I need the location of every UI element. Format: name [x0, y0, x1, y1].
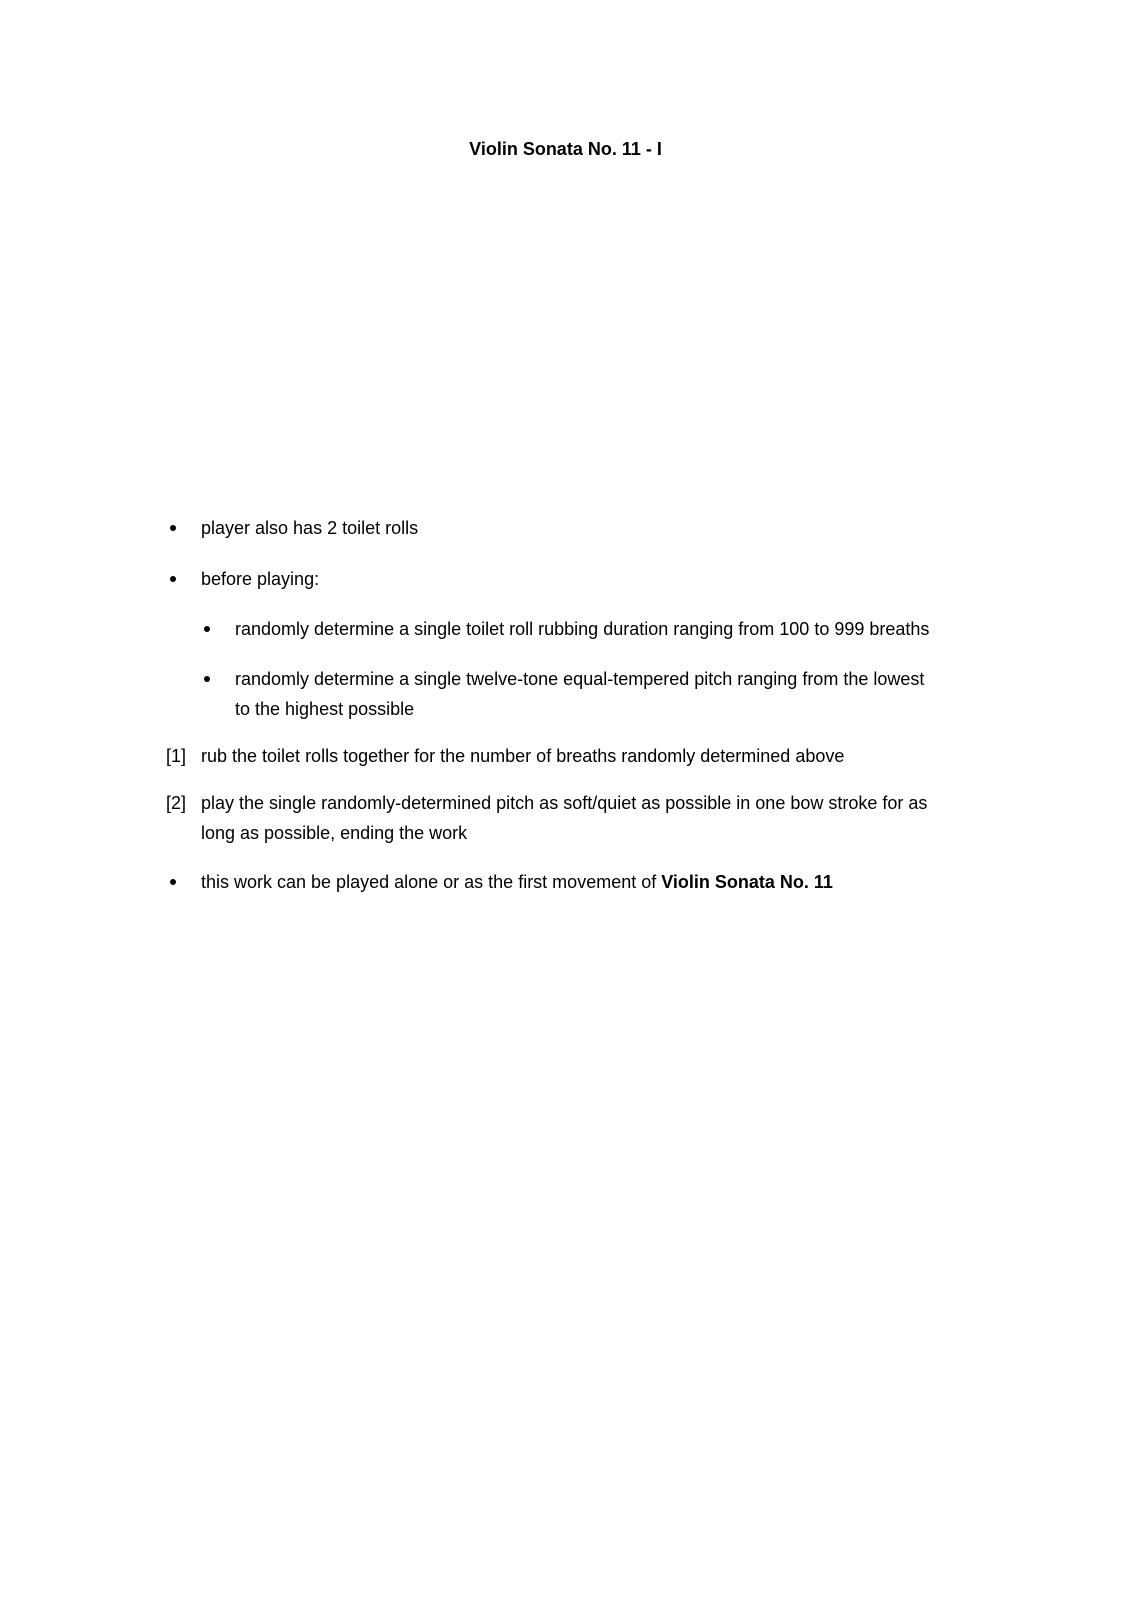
- list-item-text-line-2: long as possible, ending the work: [201, 823, 468, 843]
- bullet-icon: [170, 525, 176, 531]
- list-item-text-line-2: to the highest possible: [235, 699, 415, 719]
- list-item-text: rub the toilet rolls together for the number of breaths randomly determined above: [201, 746, 845, 766]
- work-title-reference: Violin Sonata No. 11: [661, 872, 833, 892]
- list-item-text-prefix: this work can be played alone or as the first movement of: [201, 872, 662, 892]
- list-item: [170, 867, 990, 897]
- item-number: [2]: [166, 793, 187, 813]
- numbered-item: [166, 741, 996, 771]
- list-item-text-line-1: randomly determine a single twelve-tone equal-tempered pitch ranging from the lowest: [235, 669, 925, 689]
- list-item-text: before playing:: [201, 569, 320, 589]
- numbered-item: [166, 788, 996, 848]
- sub-list-item: [204, 614, 1004, 644]
- bullet-icon: [170, 576, 176, 582]
- list-item-text: player also has 2 toilet rolls: [201, 518, 419, 538]
- list-item: [170, 564, 990, 594]
- item-number: [1]: [166, 746, 187, 766]
- document-title: Violin Sonata No. 11 - I: [469, 139, 662, 159]
- list-item-text: randomly determine a single toilet roll rubbing duration ranging from 100 to 999 breaths: [235, 619, 930, 639]
- list-item-text-line-1: play the single randomly-determined pitch as soft/quiet as possible in one bow stroke for as: [201, 793, 928, 813]
- sub-list-item: [204, 664, 1004, 724]
- bullet-icon: [204, 676, 210, 682]
- list-item: [170, 513, 990, 543]
- bullet-icon: [204, 626, 210, 632]
- bullet-icon: [170, 879, 176, 885]
- list-item-text: [201, 867, 833, 897]
